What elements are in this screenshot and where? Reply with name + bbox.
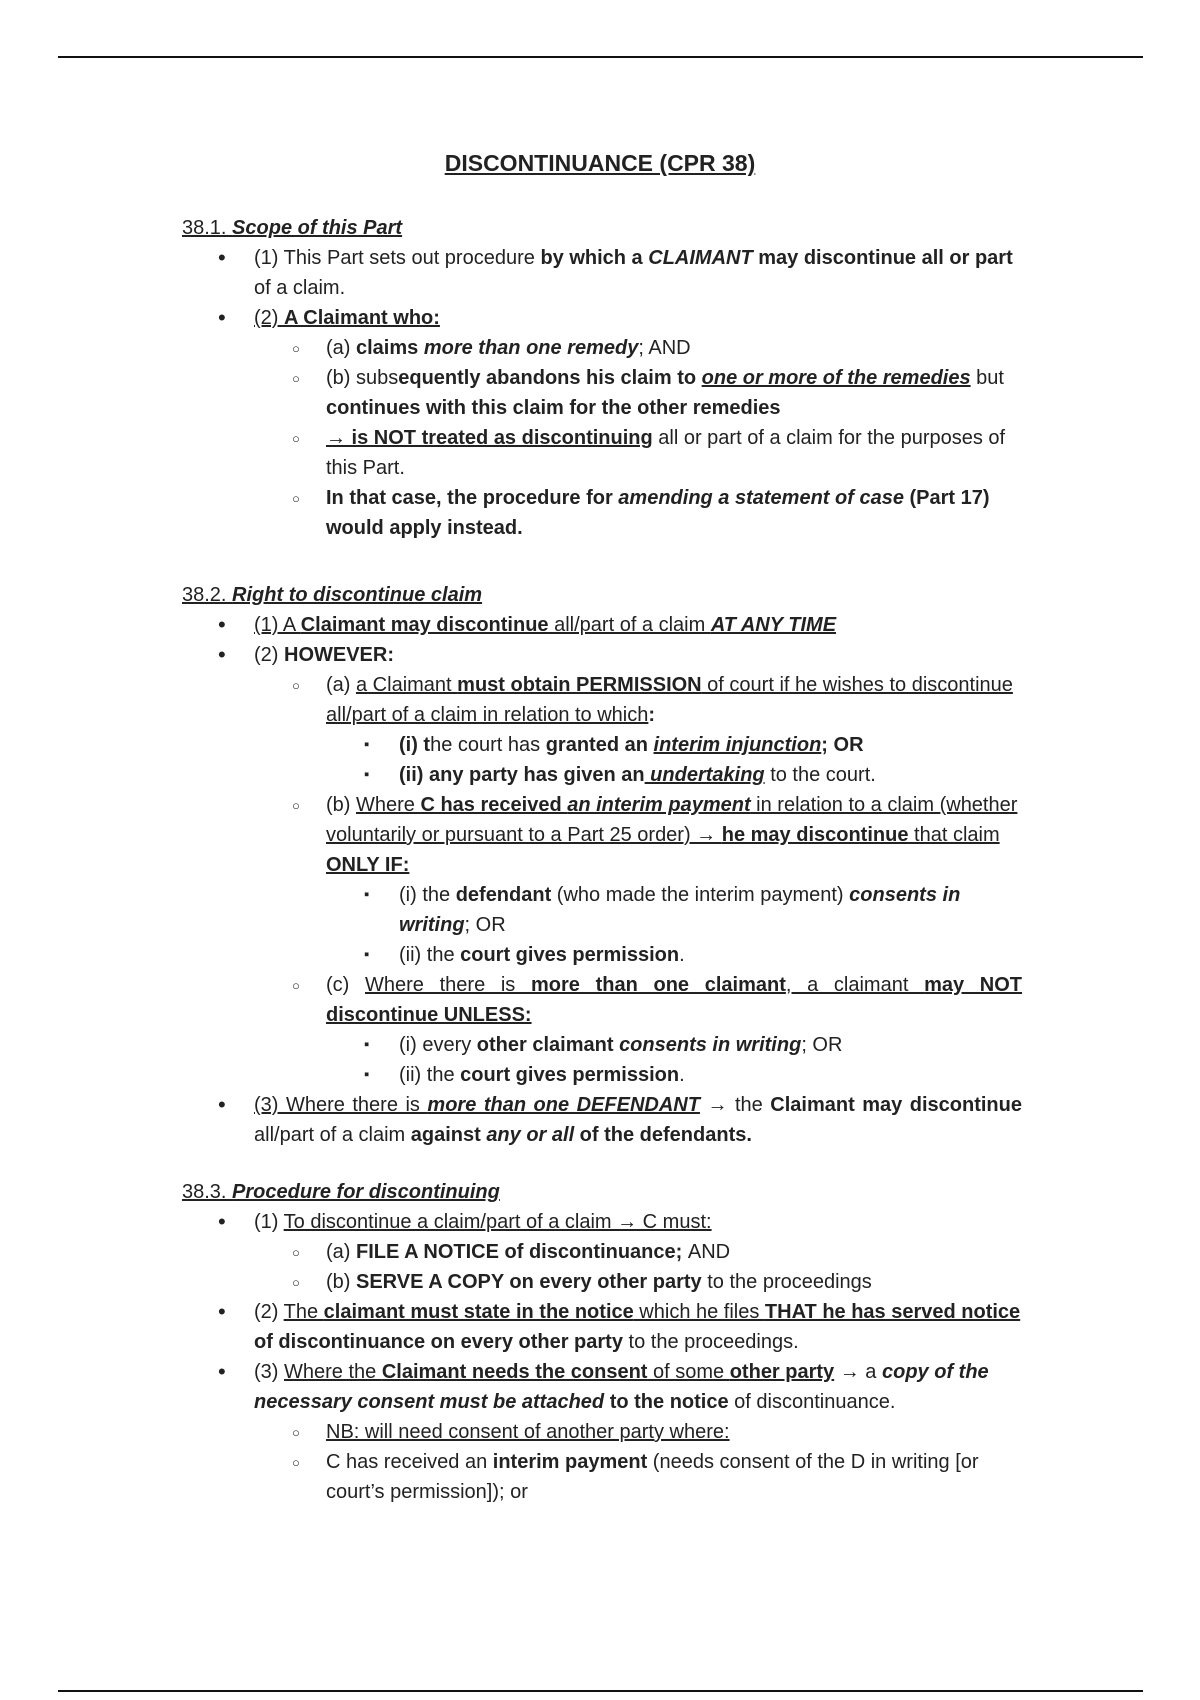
bullet-list [182, 610, 1022, 1150]
list-item: ○ (c) Where there is more than one claimant, a claimant may NOT discontinue UNLESS: ▪ (i) every other claimant consents in writing; OR ▪ (ii) the court gives permission. [182, 970, 1022, 1090]
section-38-3 [182, 1177, 1022, 1507]
list-item: ○ (b) subsequently abandons his claim to one or more of the remedies but continues with this claim for the other remedies [182, 363, 1022, 423]
list-item: ○ (b) Where C has received an interim payment in relation to a claim (whether voluntarily or pursuant to a Part 25 order) → he may discontinue that claim ONLY IF: ▪ (i) the defendant (who made the interim payment) consents in writing; OR ▪ (ii) the court gives permission. [182, 790, 1022, 970]
section-38-1 [182, 213, 1022, 543]
list-item: ○ In that case, the procedure for amending a statement of case (Part 17) would apply instead. [182, 483, 1022, 543]
section-38-2 [182, 580, 1022, 1150]
list-item: ▪ (i) the court has granted an interim injunction; OR [182, 730, 1022, 760]
list-item: • (3) Where the Claimant needs the consent of some other party → a copy of the necessary consent must be attached to the notice of discontinuance. ○ NB: will need consent of another party where: ○ C has received an interim payment (needs consent of the D in writing [or court’s permission]); or [182, 1357, 1022, 1507]
list-item: ▪ (i) the defendant (who made the interim payment) consents in writing; OR [182, 880, 1022, 940]
list-item: • (1) This Part sets out procedure by which a CLAIMANT may discontinue all or part of a claim. [182, 243, 1022, 303]
section-heading: 38.2. Right to discontinue claim [182, 584, 483, 606]
sub-sub-list [326, 730, 1022, 790]
header-rule [58, 56, 1143, 58]
list-item: ○ → is NOT treated as discontinuing all or part of a claim for the purposes of this Part. [182, 423, 1022, 483]
sub-list [254, 670, 1022, 1090]
list-item: • (2) The claimant must state in the notice which he files THAT he has served notice of discontinuance on every other party to the proceedings. [182, 1297, 1022, 1357]
list-item: ○ C has received an interim payment (needs consent of the D in writing [or court’s permission]); or [182, 1447, 1022, 1507]
list-item: ○ NB: will need consent of another party where: [182, 1417, 1022, 1447]
list-item: ▪ (i) every other claimant consents in writing; OR [182, 1030, 1022, 1060]
sub-sub-list [326, 880, 1022, 970]
list-item: ○ (a) a Claimant must obtain PERMISSION of court if he wishes to discontinue all/part of a claim in relation to which: ▪ (i) the court has granted an interim injunction; OR ▪ (ii) any party has given an undertaking to the court. [182, 670, 1022, 790]
section-heading: 38.1. Scope of this Part [182, 217, 403, 239]
section-heading: 38.3. Procedure for discontinuing [182, 1181, 500, 1203]
sub-list [254, 1237, 1022, 1297]
list-item: • (2) HOWEVER: ○ (a) a Claimant must obtain PERMISSION of court if he wishes to discontinue all/part of a claim in relation to which: ▪ (i) the court has granted an interim injunction; OR ▪ (ii) any party has given an undertaking to the court. ○ (b) Where C has received an interim payment in relation to a claim (whether voluntarily or pursuant to a Part 25 order) → he may discontinue that claim ONLY IF: ▪ (i) the defendant (who made the interim payment) consents in writing; OR ▪ (ii) the court gives permission. ○ (c) Where there is more than one claimant, a claimant may NOT discontinue UNLESS: ▪ (i) every other claimant consents in writing; OR ▪ (ii) the court gives permission. [182, 640, 1022, 1090]
bullet-list [182, 243, 1022, 543]
list-item: ○ (a) claims more than one remedy; AND [182, 333, 1022, 363]
sub-list [254, 333, 1022, 543]
list-item: • (2) A Claimant who: ○ (a) claims more than one remedy; AND ○ (b) subsequently abandons his claim to one or more of the remedies but continues with this claim for the other remedies ○ → is NOT treated as discontinuing all or part of a claim for the purposes of this Part. ○ In that case, the procedure for amending a statement of case (Part 17) would apply instead. [182, 303, 1022, 543]
bullet-list [182, 1207, 1022, 1507]
page-title: DISCONTINUANCE (CPR 38) [444, 150, 756, 176]
list-item: • (1) To discontinue a claim/part of a claim → C must: ○ (a) FILE A NOTICE of discontinuance; AND ○ (b) SERVE A COPY on every other party to the proceedings [182, 1207, 1022, 1297]
list-item: ▪ (ii) any party has given an undertaking to the court. [182, 760, 1022, 790]
footer-rule [58, 1690, 1143, 1692]
list-item: ○ (b) SERVE A COPY on every other party to the proceedings [182, 1267, 1022, 1297]
sub-sub-list [326, 1030, 1022, 1090]
list-item: ▪ (ii) the court gives permission. [182, 940, 1022, 970]
sub-list [254, 1417, 1022, 1507]
list-item: ▪ (ii) the court gives permission. [182, 1060, 1022, 1090]
list-item: • (3) Where there is more than one DEFENDANT → the Claimant may discontinue all/part of a claim against any or all of the defendants. [182, 1090, 1022, 1150]
list-item: ○ (a) FILE A NOTICE of discontinuance; AND [182, 1237, 1022, 1267]
list-item: • (1) A Claimant may discontinue all/part of a claim AT ANY TIME [182, 610, 1022, 640]
